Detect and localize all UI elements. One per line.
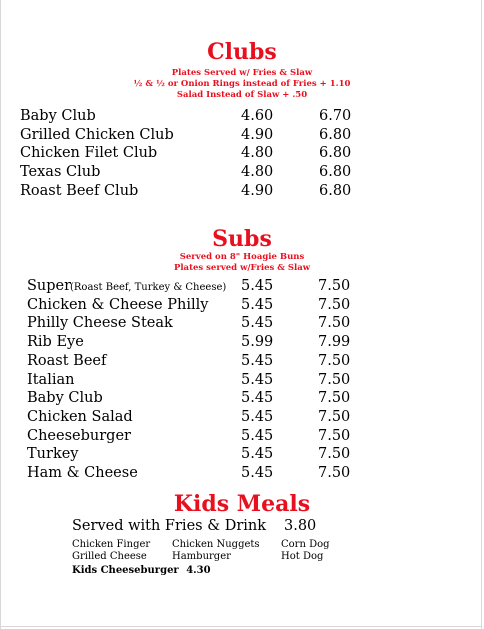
- menu-item-price: 5.45: [241, 427, 274, 444]
- clubs-note-rings: ½ & ½ or Onion Rings instead of Fries + 1.10: [133, 79, 351, 89]
- kids-served-with: Served with Fries & Drink: [72, 518, 267, 534]
- menu-item-plate-price: 7.50: [318, 446, 351, 463]
- menu-item-name: Turkey: [27, 446, 79, 463]
- menu-item-plate-price: 7.50: [318, 278, 351, 294]
- menu-item-price: 5.45: [241, 446, 274, 463]
- page-bottom-edge: [0, 626, 482, 627]
- menu-item-plate-price: 7.50: [318, 390, 351, 407]
- menu-item-plate-price: 6.80: [319, 126, 352, 143]
- menu-item-plate-price: 7.50: [318, 408, 351, 425]
- subs-title: Subs: [212, 226, 272, 252]
- menu-item-plate-price: 7.50: [318, 371, 351, 388]
- menu-item-name: Baby Club: [27, 390, 103, 407]
- menu-item-name: Italian: [27, 371, 75, 388]
- menu-item-plate-price: 7.99: [318, 334, 351, 351]
- kids-price: 3.80: [284, 518, 317, 534]
- menu-item-price: 5.99: [241, 334, 274, 351]
- menu-item-price: 5.45: [241, 278, 274, 294]
- kids-option: Grilled Cheese: [72, 551, 147, 562]
- menu-item-price: 4.90: [241, 126, 274, 143]
- menu-item-name: Rib Eye: [27, 334, 84, 351]
- menu-item-price: 5.45: [241, 315, 274, 332]
- kids-option: Chicken Nuggets: [172, 539, 260, 550]
- menu-item-name: Roast Beef Club: [20, 182, 139, 199]
- menu-item-price: 4.80: [241, 145, 274, 162]
- menu-item-plate-price: 7.50: [318, 296, 351, 313]
- menu-item-plate-price: 6.80: [319, 164, 352, 181]
- menu-item-plate-price: 6.70: [319, 108, 352, 124]
- menu-item-price: 5.45: [241, 352, 274, 369]
- kids-option: Hamburger: [172, 551, 231, 562]
- clubs-note-plates: Plates Served w/ Fries & Slaw: [171, 68, 313, 78]
- kids-option: Chicken Finger: [72, 539, 151, 550]
- kids-special-name: Kids Cheeseburger: [72, 565, 179, 576]
- menu-item-plate-price: 7.50: [318, 352, 351, 369]
- menu-item-name: Chicken Filet Club: [20, 145, 158, 162]
- menu-item-price: 4.90: [241, 182, 274, 199]
- menu-item-price: 4.60: [241, 108, 274, 124]
- menu-item-plate-price: 6.80: [319, 145, 352, 162]
- menu-item-name: Philly Cheese Steak: [27, 315, 173, 332]
- clubs-title: Clubs: [207, 39, 277, 65]
- subs-note-plates: Plates served w/Fries & Slaw: [173, 263, 311, 273]
- menu-item-price: 5.45: [241, 390, 274, 407]
- menu-item-name: Ham & Cheese: [27, 465, 138, 481]
- clubs-note-salad: Salad Instead of Slaw + .50: [176, 90, 308, 100]
- menu-item-name: Chicken & Cheese Philly: [27, 296, 209, 313]
- menu-item-name: Baby Club: [20, 108, 96, 124]
- menu-item-price: 5.45: [241, 296, 274, 313]
- menu-item-detail: (Roast Beef, Turkey & Cheese): [70, 282, 227, 293]
- kids-title: Kids Meals: [173, 491, 311, 517]
- menu-item-price: 5.45: [241, 465, 274, 481]
- menu-item-name: Texas Club: [20, 164, 101, 181]
- menu-item-name: Roast Beef: [27, 352, 107, 369]
- menu-item-plate-price: 7.50: [318, 465, 351, 481]
- kids-special-price: 4.30: [186, 565, 211, 576]
- menu-item-plate-price: 7.50: [318, 315, 351, 332]
- menu-item-name: Super: [27, 278, 72, 294]
- menu-item-name: Grilled Chicken Club: [20, 126, 174, 143]
- kids-special-row: [72, 565, 211, 577]
- menu-item-price: 5.45: [241, 371, 274, 388]
- menu-item-plate-price: 7.50: [318, 427, 351, 444]
- menu-item-price: 5.45: [241, 408, 274, 425]
- menu-item-name: Cheeseburger: [27, 427, 131, 444]
- kids-option: Corn Dog: [281, 539, 330, 550]
- menu-item-plate-price: 6.80: [319, 182, 352, 199]
- menu-item-name: Chicken Salad: [27, 408, 133, 425]
- menu-item-price: 4.80: [241, 164, 274, 181]
- kids-option: Hot Dog: [281, 551, 324, 562]
- subs-note-buns: Served on 8" Hoagie Buns: [179, 252, 305, 262]
